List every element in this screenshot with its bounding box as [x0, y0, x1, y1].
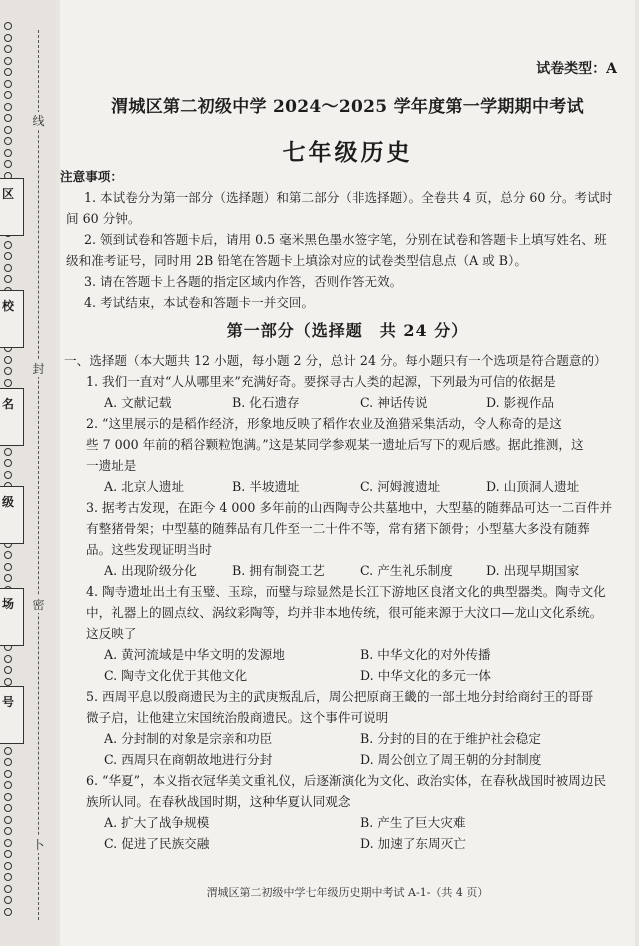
- exam-paper: [60, 0, 635, 946]
- binding-hole: [4, 770, 12, 778]
- paper-type: 试卷类型：A: [536, 61, 617, 77]
- field-seat-number[interactable]: 号: [0, 686, 24, 744]
- option-c[interactable]: C. 陶寺文化优于其他文化: [104, 668, 248, 683]
- binding-hole: [4, 367, 12, 375]
- seal-line: [38, 30, 39, 920]
- binding-hole: [4, 103, 12, 111]
- option-d[interactable]: D. 中华文化的多元一体: [360, 668, 491, 683]
- binding-hole: [4, 908, 12, 916]
- option-c[interactable]: C. 西周只在商朝故地进行分封: [104, 752, 273, 767]
- option-c[interactable]: C. 河姆渡遗址: [360, 479, 441, 494]
- binding-hole: [4, 816, 12, 824]
- binding-hole: [4, 241, 12, 249]
- binding-holes: [2, 22, 18, 919]
- seal-mark-feng: 封: [32, 362, 45, 376]
- binding-hole: [4, 839, 12, 847]
- option-b[interactable]: B. 半坡遗址: [232, 479, 300, 494]
- binding-hole: [4, 758, 12, 766]
- binding-hole: [4, 126, 12, 134]
- binding-hole: [4, 804, 12, 812]
- binding-hole: [4, 781, 12, 789]
- binding-hole: [4, 80, 12, 88]
- field-school[interactable]: 校: [0, 290, 24, 348]
- binding-hole: [4, 114, 12, 122]
- question-stem: 些 7 000 年前的稻谷颗粒饱满。”这是某同学参观某一遗址后写下的观后感。据此推测，这: [86, 437, 584, 452]
- binding-hole: [4, 45, 12, 53]
- binding-hole: [4, 448, 12, 456]
- question-stem: 微子启，让他建立宋国统治殷商遗民。这个事件可说明: [86, 710, 389, 725]
- binding-hole: [4, 471, 12, 479]
- question-stem: 1. 我们一直对“人从哪里来”充满好奇。要探寻古人类的起源，下列最为可信的依据是: [86, 374, 556, 389]
- binding-hole: [4, 68, 12, 76]
- question-stem: 族所认同。在春秋战国时期，这种华夏认同观念: [86, 794, 351, 809]
- option-d[interactable]: D. 周公创立了周王朝的分封制度: [360, 752, 542, 767]
- binding-hole: [4, 91, 12, 99]
- binding-hole: [4, 160, 12, 168]
- option-c[interactable]: C. 促进了民族交融: [104, 836, 210, 851]
- question-stem: 有整猪骨架；中型墓的随葬品有几件至一二十件不等，常有猪下颌骨；小型墓大多没有随葬: [86, 521, 590, 536]
- binding-hole: [4, 885, 12, 893]
- binding-hole: [4, 22, 12, 30]
- binding-hole: [4, 379, 12, 387]
- field-class[interactable]: 级: [0, 486, 24, 544]
- option-d[interactable]: D. 加速了东周灭亡: [360, 836, 466, 851]
- note-line: 4. 考试结束，本试卷和答题卡一并交回。: [84, 295, 315, 310]
- binding-hole: [4, 149, 12, 157]
- question-stem: 3. 据考古发现，在距今 4 000 多年前的山西陶寺公共墓地中，大型墓的随葬品可达一二百件并: [86, 500, 613, 515]
- option-a[interactable]: A. 文献记载: [104, 395, 172, 410]
- seal-mark-mi: 密: [32, 598, 45, 612]
- option-d[interactable]: D. 山顶洞人遗址: [486, 479, 580, 494]
- option-b[interactable]: B. 化石遗存: [232, 395, 300, 410]
- question-stem: 品。这些发现证明当时: [86, 542, 212, 557]
- subject-title: 七年级历史: [282, 139, 413, 166]
- question-stem: 中，礼器上的圆点纹、涡纹彩陶等，均并非本地传统，很可能来源于大汶口—龙山文化系统。: [86, 605, 603, 620]
- question-stem: 一遗址是: [86, 458, 137, 473]
- field-exam-room[interactable]: 场: [0, 588, 24, 646]
- question-stem: 6. “华夏”，本义指衣冠华美文重礼仪，后逐渐演化为文化、政治实体，在春秋战国时被周边民: [86, 773, 607, 788]
- binding-hole: [4, 551, 12, 559]
- option-b[interactable]: B. 分封的目的在于维护社会稳定: [360, 731, 541, 746]
- binding-hole: [4, 862, 12, 870]
- option-a[interactable]: A. 扩大了战争规模: [104, 815, 210, 830]
- option-b[interactable]: B. 拥有制瓷工艺: [232, 563, 325, 578]
- binding-hole: [4, 275, 12, 283]
- field-district[interactable]: 区: [0, 178, 24, 236]
- binding-hole: [4, 264, 12, 272]
- seal-mark-xian: 线: [32, 114, 45, 128]
- notes-title: 注意事项：: [60, 169, 123, 184]
- question-stem: 这反映了: [86, 626, 137, 641]
- binding-margin: [0, 0, 56, 946]
- binding-hole: [4, 57, 12, 65]
- option-c[interactable]: C. 产生礼乐制度: [360, 563, 453, 578]
- section-instructions: 一、选择题（本大题共 12 小题，每小题 2 分，总计 24 分。每小题只有一个选项是符合题意的）: [64, 353, 607, 368]
- option-d[interactable]: D. 出现早期国家: [486, 563, 580, 578]
- option-d[interactable]: D. 影视作品: [486, 395, 555, 410]
- question-stem: 2. “这里展示的是稻作经济，形象地反映了稻作农业及渔猎采集活动，令人称奇的是这: [86, 416, 562, 431]
- option-a[interactable]: A. 北京人遗址: [104, 479, 185, 494]
- binding-hole: [4, 827, 12, 835]
- binding-hole: [4, 793, 12, 801]
- binding-hole: [4, 850, 12, 858]
- binding-hole: [4, 459, 12, 467]
- binding-hole: [4, 356, 12, 364]
- binding-hole: [4, 655, 12, 663]
- page-footer: 渭城区第二初级中学七年级历史期中考试 A-1-（共 4 页）: [206, 886, 489, 899]
- binding-hole: [4, 563, 12, 571]
- part-one-title: 第一部分（选择题 共 24 分）: [226, 321, 469, 340]
- binding-hole: [4, 747, 12, 755]
- note-line: 3. 请在答题卡上各题的指定区域内作答，否则作答无效。: [84, 274, 403, 289]
- binding-hole: [4, 896, 12, 904]
- field-name[interactable]: 名: [0, 388, 24, 446]
- seal-mark-bu: 卜: [32, 838, 45, 852]
- binding-hole: [4, 873, 12, 881]
- option-c[interactable]: C. 神话传说: [360, 395, 428, 410]
- binding-hole: [4, 137, 12, 145]
- question-stem: 5. 西周平息以殷商遗民为主的武庚叛乱后，周公把原商王畿的一部土地分封给商纣王的哥哥: [86, 689, 594, 704]
- binding-hole: [4, 666, 12, 674]
- option-a[interactable]: A. 黄河流域是中华文明的发源地: [104, 647, 285, 662]
- option-b[interactable]: B. 中华文化的对外传播: [360, 647, 491, 662]
- binding-hole: [4, 252, 12, 260]
- binding-hole: [4, 34, 12, 42]
- note-line: 级和准考证号，同时用 2B 铅笔在答题卡上填涂对应的试卷类型信息点（A 或 B）。: [66, 253, 527, 268]
- note-line: 2. 领到试卷和答题卡后，请用 0.5 毫米黑色墨水签字笔，分别在试卷和答题卡上填写姓名、班: [84, 232, 607, 247]
- note-line: 间 60 分钟。: [66, 211, 141, 226]
- option-a[interactable]: A. 出现阶级分化: [104, 563, 197, 578]
- binding-hole: [4, 678, 12, 686]
- school-title: 渭城区第二初级中学 2024～2025 学年度第一学期期中考试: [111, 97, 584, 117]
- option-a[interactable]: A. 分封制的对象是宗亲和功臣: [104, 731, 273, 746]
- binding-hole: [4, 574, 12, 582]
- note-line: 1. 本试卷分为第一部分（选择题）和第二部分（非选择题）。全卷共 4 页，总分 60 分。考试时: [84, 190, 613, 205]
- option-b[interactable]: B. 产生了巨大灾难: [360, 815, 466, 830]
- question-stem: 4. 陶寺遗址出土有玉璧、玉琮，而璧与琮显然是长江下游地区良渚文化的典型器类。陶寺文化: [86, 584, 606, 599]
